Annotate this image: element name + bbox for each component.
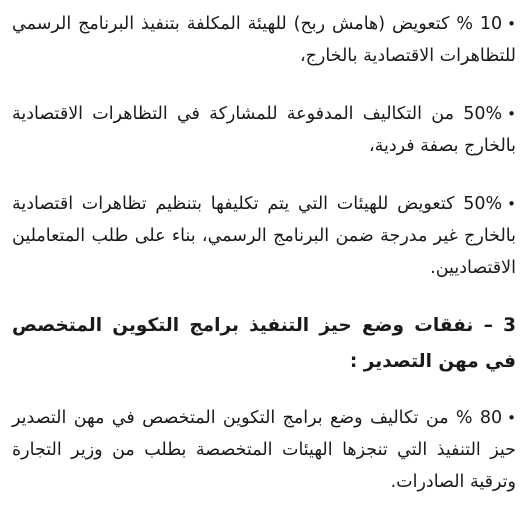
paragraph-text: 50% من التكاليف المدفوعة للمشاركة في التظاهرات الاقتصادية بالخارج بصفة فردية، bbox=[12, 104, 516, 156]
bullet-icon: • bbox=[507, 195, 516, 213]
bullet-paragraph-1 bbox=[12, 8, 516, 72]
paragraph-text: 50% كتعويض للهيئات التي يتم تكليفها بتنظيم تظاهرات اقتصادية بالخارج غير مدرجة ضمن البرنامج الرسمي، بناء على طلب المتعاملين الاقتصاديين. bbox=[12, 194, 516, 278]
paragraph-text: 10 % كتعويض (هامش ربح) للهيئة المكلفة بتنفيذ البرنامج الرسمي للتظاهرات الاقتصادية بالخارج، bbox=[12, 14, 516, 66]
bullet-paragraph-3 bbox=[12, 188, 516, 284]
bullet-icon: • bbox=[507, 105, 516, 123]
bullet-paragraph-4 bbox=[12, 402, 516, 498]
bullet-paragraph-2 bbox=[12, 98, 516, 162]
section-heading: 3 – نفقات وضع حيز التنفيذ برامج التكوين المتخصص في مهن التصدير : bbox=[12, 315, 516, 372]
bullet-icon: • bbox=[507, 409, 516, 427]
bullet-icon: • bbox=[507, 15, 516, 33]
paragraph-text: 80 % من تكاليف وضع برامج التكوين المتخصص في مهن التصدير حيز التنفيذ التي تنجزها الهيئات المتخصصة بطلب من وزير التجارة وترقية الصادرات. bbox=[12, 408, 516, 492]
